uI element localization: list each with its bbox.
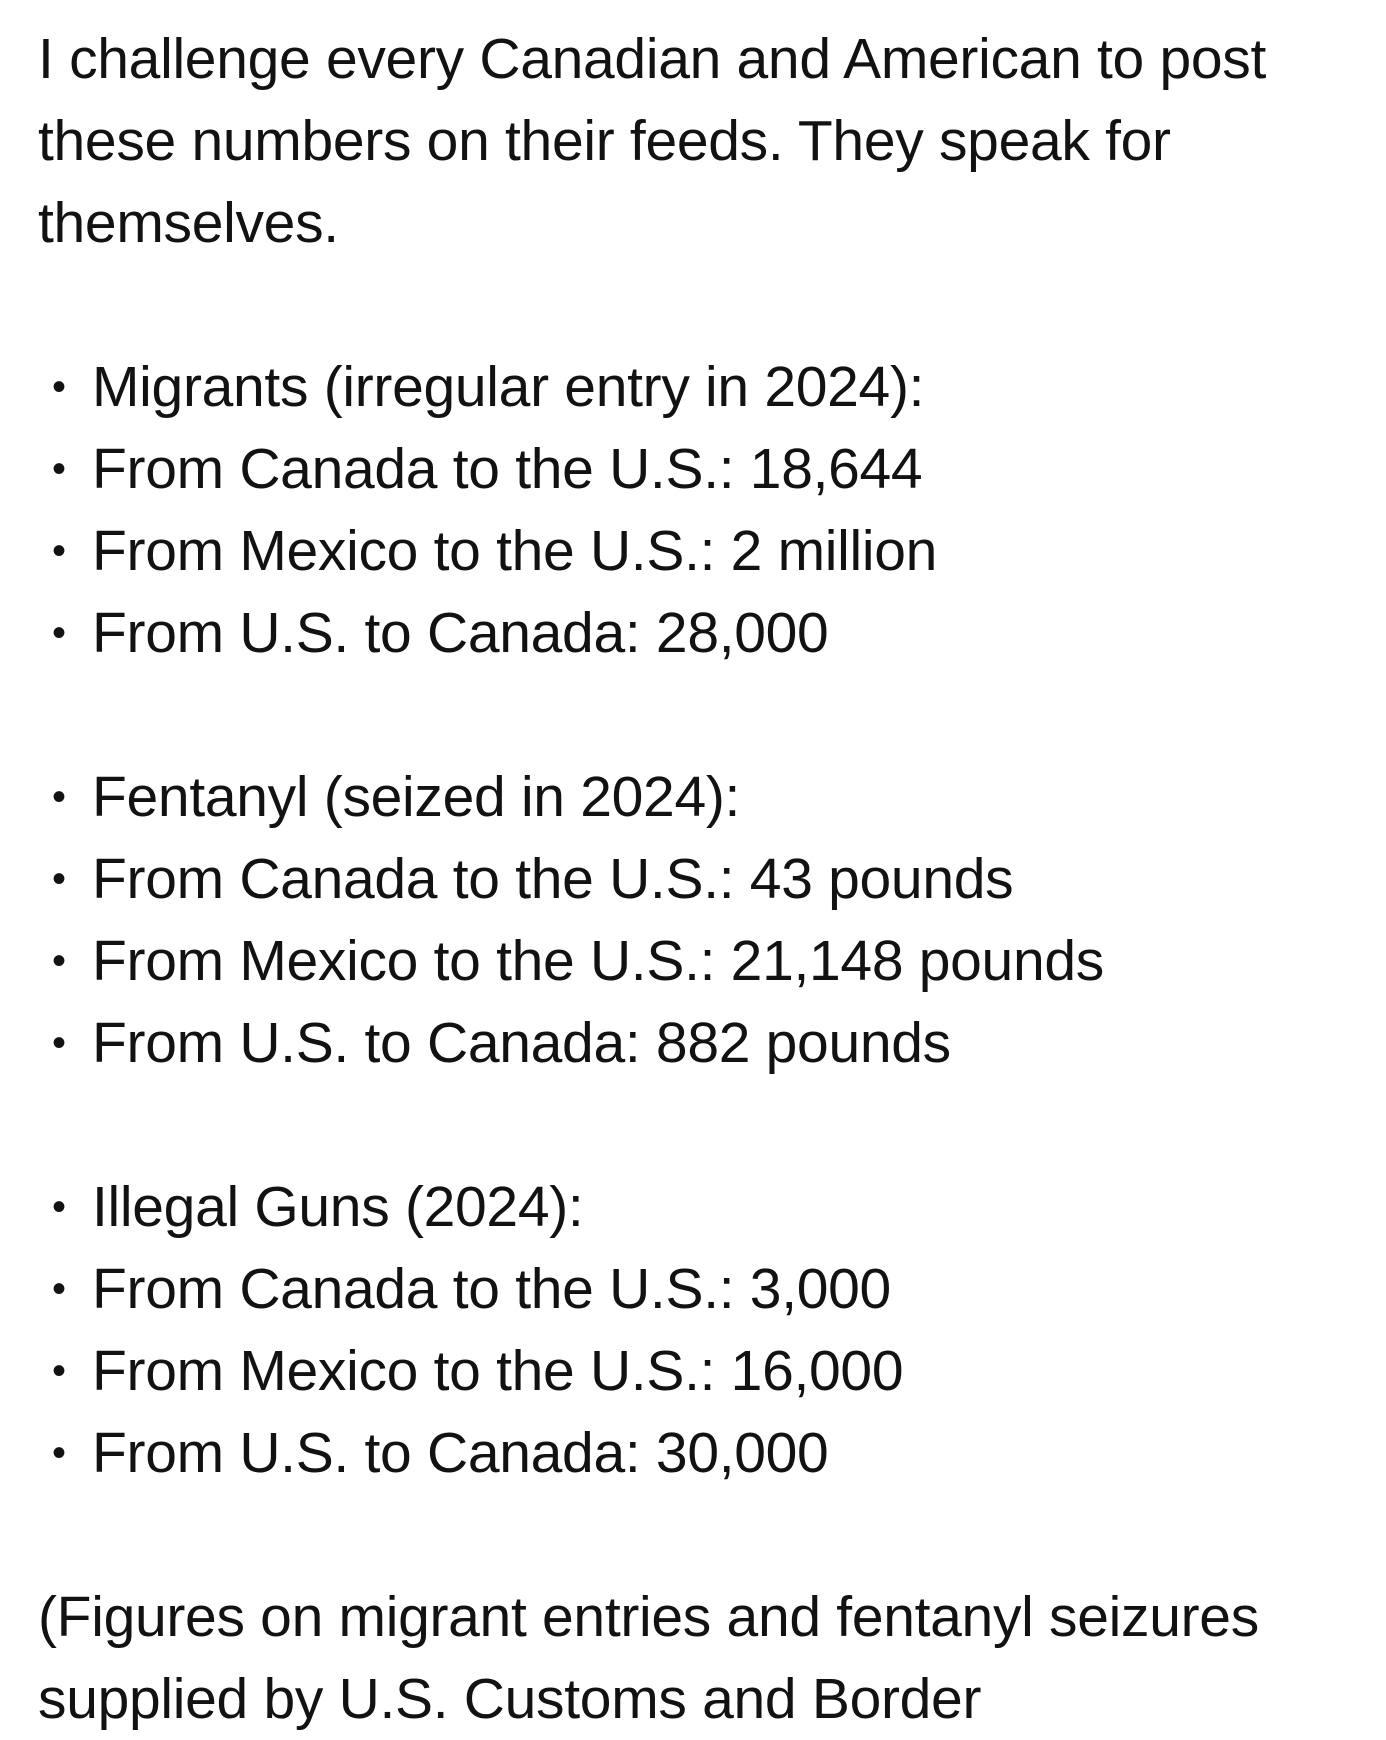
fentanyl-section (38, 756, 1368, 1084)
section-heading: • Fentanyl (seized in 2024): (38, 756, 1368, 838)
list-item: • From U.S. to Canada: 882 pounds (38, 1002, 1368, 1084)
guns-section (38, 1166, 1368, 1494)
list-item: • From Mexico to the U.S.: 21,148 pounds (38, 920, 1368, 1002)
migrants-section (38, 346, 1368, 674)
post-footnote: (Figures on migrant entries and fentanyl seizures supplied by U.S. Customs and Border (38, 1585, 1259, 1731)
spacer (38, 1084, 1368, 1166)
list-item: • From U.S. to Canada: 28,000 (38, 592, 1368, 674)
bullet-icon: • (52, 1349, 66, 1393)
bullet-icon: • (52, 1185, 66, 1229)
bullet-icon: • (52, 1021, 66, 1065)
list-item: • From Mexico to the U.S.: 16,000 (38, 1330, 1368, 1412)
list-item: • From Canada to the U.S.: 3,000 (38, 1248, 1368, 1330)
bullet-icon: • (52, 447, 66, 491)
bullet-icon: • (52, 365, 66, 409)
list-item: • From Canada to the U.S.: 18,644 (38, 428, 1368, 510)
list-item: • From Canada to the U.S.: 43 pounds (38, 838, 1368, 920)
section-heading: • Illegal Guns (2024): (38, 1166, 1368, 1248)
list-item: • From Mexico to the U.S.: 2 million (38, 510, 1368, 592)
post-body (38, 18, 1368, 1740)
section-heading: • Migrants (irregular entry in 2024): (38, 346, 1368, 428)
bullet-icon: • (52, 1431, 66, 1475)
spacer (38, 1494, 1368, 1576)
post-intro: I challenge every Canadian and American to post these numbers on their feeds. They speak for themselves. (38, 27, 1267, 255)
bullet-icon: • (52, 939, 66, 983)
bullet-icon: • (52, 1267, 66, 1311)
bullet-icon: • (52, 611, 66, 655)
bullet-icon: • (52, 775, 66, 819)
spacer (38, 674, 1368, 756)
bullet-icon: • (52, 529, 66, 573)
bullet-icon: • (52, 857, 66, 901)
list-item: • From U.S. to Canada: 30,000 (38, 1412, 1368, 1494)
spacer (38, 264, 1368, 346)
